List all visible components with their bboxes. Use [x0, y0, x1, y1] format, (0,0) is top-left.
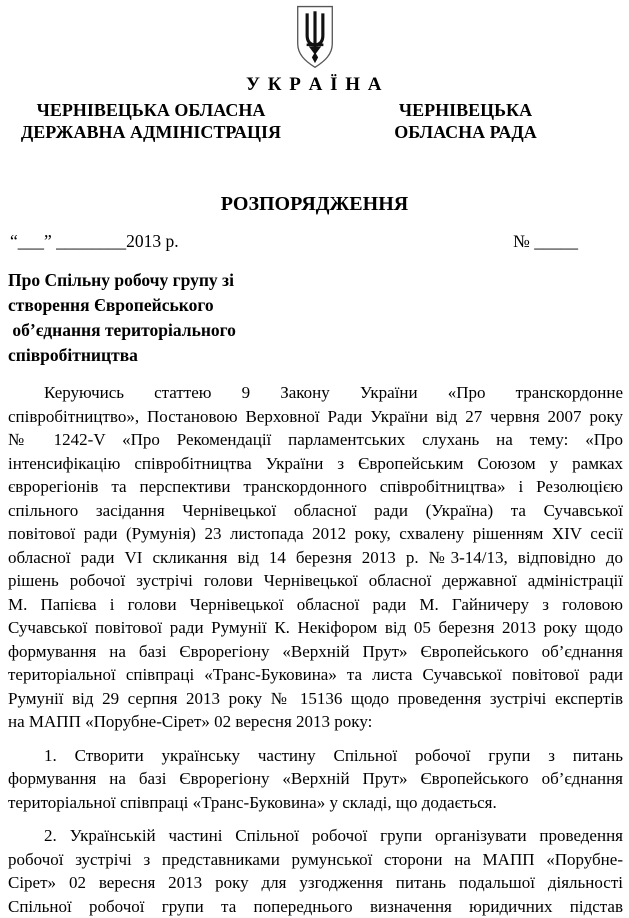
- ukraine-trident-emblem-icon: [294, 5, 336, 71]
- org-right-line2: ОБЛАСНА РАДА: [302, 121, 629, 143]
- country-name: У К Р А Ї Н А: [0, 73, 629, 96]
- issuing-organizations: [0, 99, 629, 143]
- document-type-title: РОЗПОРЯДЖЕННЯ: [0, 192, 629, 216]
- org-right: [302, 99, 629, 143]
- paragraph-line: Керуючись статтею 9 Закону України «Про транскордонне: [8, 381, 623, 405]
- paragraph: [8, 824, 623, 918]
- paragraph-line: на МАПП «Порубне-Сірет» 02 вересня 2013 року:: [8, 710, 623, 734]
- org-left-line1: ЧЕРНІВЕЦЬКА ОБЛАСНА: [0, 99, 302, 121]
- paragraph: [8, 744, 623, 815]
- document-subject: [0, 268, 629, 368]
- paragraph-line: Румунії від 29 серпня 2013 року № 15136 щодо проведення зустрічі експертів: [8, 687, 623, 711]
- subject-line: Про Спільну робочу групу зі: [8, 268, 629, 293]
- org-left-line2: ДЕРЖАВНА АДМІНІСТРАЦІЯ: [0, 121, 302, 143]
- paragraph-line: обласної ради VI скликання від 14 березня 2013 р. №3-14/13, відповідно до: [8, 546, 623, 570]
- subject-line: створення Європейського: [8, 293, 629, 318]
- paragraph-line: Сірет» 02 вересня 2013 року для узгодження питань подальшої діяльності: [8, 871, 623, 895]
- paragraph: [8, 381, 623, 734]
- subject-line: об’єднання територіального: [8, 318, 629, 343]
- date-number-row: [0, 229, 629, 254]
- paragraph-line: співробітництво», Постановою Верховної Ради України від 27 червня 2007 року: [8, 405, 623, 429]
- paragraph-line: Спільної робочої групи та попереднього визначення юридичних підстав: [8, 895, 623, 918]
- org-left: [0, 99, 302, 143]
- date-blank: “___” ________2013 р.: [10, 229, 179, 254]
- paragraph-line: формування на базі Єврорегіону «Верхній Прут» Європейського об’єднання: [8, 640, 623, 664]
- paragraph-line: Сучавської повітової ради Румунії К. Некіфором від 05 березня 2013 року щодо: [8, 616, 623, 640]
- paragraph-line: повітової ради (Румунія) 23 листопада 2012 року, схвалену рішенням XIV сесії: [8, 522, 623, 546]
- paragraph-line: 2. Українській частині Спільної робочої групи організувати проведення: [8, 824, 623, 848]
- paragraph-line: спільного засідання Чернівецької обласної ради (Україна) та Сучавської: [8, 499, 623, 523]
- document-page: [0, 5, 629, 910]
- paragraph-line: територіальної співпраці «Транс-Буковина» у складі, що додається.: [8, 791, 623, 815]
- paragraph-line: 1. Створити українську частину Спільної робочої групи з питань: [8, 744, 623, 768]
- paragraph-line: єврорегіонів та перспективи транскордонного співробітництва» і Резолюцією: [8, 475, 623, 499]
- paragraph-line: територіальної співпраці «Транс-Буковина» та листа Сучавської повітової ради: [8, 663, 623, 687]
- subject-line: співробітництва: [8, 343, 629, 368]
- number-blank: № _____: [513, 229, 578, 254]
- org-right-line1: ЧЕРНІВЕЦЬКА: [302, 99, 629, 121]
- paragraph-line: № 1242-V «Про Рекомендації парламентських слухань на тему: «Про: [8, 428, 623, 452]
- paragraph-line: робочої зустрічі з представниками румунської сторони на МАПП «Порубне-: [8, 848, 623, 872]
- paragraph-line: формування на базі Єврорегіону «Верхній Прут» Європейського об’єднання: [8, 767, 623, 791]
- document-body: [0, 381, 629, 918]
- paragraph-line: М. Папієва і голови Чернівецької обласної ради М. Гайничеру з головою: [8, 593, 623, 617]
- paragraph-line: рішень робочої зустрічі голови Чернівецької обласної державної адміністрації: [8, 569, 623, 593]
- paragraph-line: інтенсифікацію співробітництва України з Європейським Союзом у рамках: [8, 452, 623, 476]
